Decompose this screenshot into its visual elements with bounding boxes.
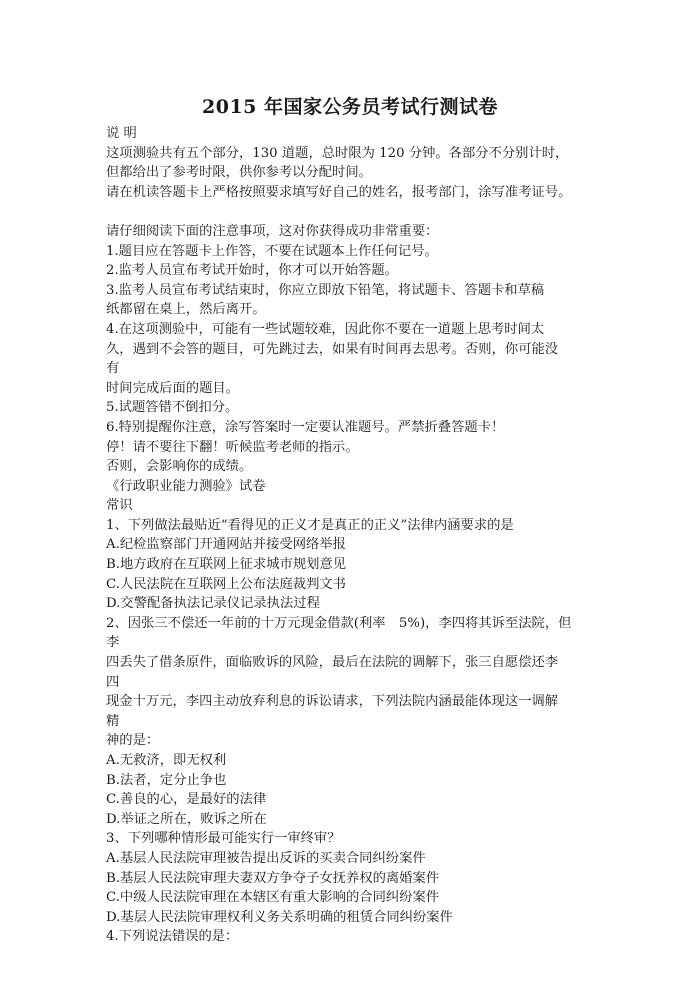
text-line: B.基层人民法院审理夫妻双方争夺子女抚养权的离婚案件 <box>106 870 440 886</box>
blank-line <box>106 202 606 222</box>
text-line: 常识 <box>106 498 133 514</box>
text-line: 这项测验共有五个部分，130 道题，总时限为 120 分钟。各部分不分别计时， <box>106 145 569 161</box>
text-line: 神的是： <box>106 733 160 749</box>
text-line: 久，遇到不会答的题目，可先跳过去，如果有时间再去思考。否则，你可能没 <box>106 341 559 357</box>
text-line: 4.下列说法错误的是： <box>106 929 239 945</box>
text-line: C.善良的心，是最好的法律 <box>106 792 267 808</box>
text-line: 请在机读答题卡上严格按照要求填写好自己的姓名，报考部门，涂写准考证号。 <box>106 184 572 200</box>
text-line: 5.试题答错不倒扣分。 <box>106 400 239 416</box>
text-line: 停！请不要往下翻！听候监考老师的指示。 <box>106 439 359 455</box>
text-line: 4.在这项测验中，可能有一些试题较难，因此你不要在一道题上思考时间太 <box>106 321 545 337</box>
text-line: 四丢失了借条原件，面临败诉的风险，最后在法院的调解下，张三自愿偿还李 <box>106 655 559 671</box>
text-line: A.纪检监察部门开通网站并接受网络举报 <box>106 537 346 553</box>
text-line: 否则，会影响你的成绩。 <box>106 459 253 475</box>
text-line: D.举证之所在，败诉之所在 <box>106 811 267 827</box>
text-line: 有 <box>106 361 120 377</box>
text-line: D.基层人民法院审理权利义务关系明确的租赁合同纠纷案件 <box>106 909 453 925</box>
text-line: C.人民法院在互联网上公布法庭裁判文书 <box>106 576 346 592</box>
page-title: 2015 年国家公务员考试行测试卷 <box>202 96 498 118</box>
text-line: 3、下列哪种情形最可能实行一审终审？ <box>106 831 341 847</box>
text-line: D.交警配备执法记录仪记录执法过程 <box>106 596 320 612</box>
text-line: 6.特别提醒你注意，涂写答案时一定要认准题号。严禁折叠答题卡！ <box>106 419 505 435</box>
text-line: 纸都留在桌上，然后离开。 <box>106 302 266 318</box>
text-line: 李 <box>106 635 120 651</box>
text-line: A.无救济，即无权利 <box>106 753 227 768</box>
text-line: 现金十万元，李四主动放弃利息的诉讼请求，下列法院内涵最能体现这一调解 <box>106 694 559 710</box>
text-line: 精 <box>106 713 120 729</box>
text-line: B.法者，定分止争也 <box>106 772 227 788</box>
text-line: 时间完成后面的题目。 <box>106 380 239 396</box>
text-line: 《行政职业能力测验》试卷 <box>106 478 266 494</box>
text-line: 2、因张三不偿还一年前的十万元现金借款(利率 5%)，李四将其诉至法院，但 <box>106 615 572 631</box>
text-line: 1.题目应在答题卡上作答，不要在试题本上作任何记号。 <box>106 243 438 259</box>
text-line: 2.监考人员宣布考试开始时，你才可以开始答题。 <box>106 263 398 279</box>
text-line: 1、下列做法最贴近“看得见的正义才是真正的正义”法律内涵要求的是 <box>106 517 514 533</box>
text-line: C.中级人民法院审理在本辖区有重大影响的合同纠纷案件 <box>106 890 440 906</box>
text-line: 请仔细阅读下面的注意事项，这对你获得成功非常重要： <box>106 223 439 239</box>
document-body <box>106 124 606 947</box>
text-line: 四 <box>106 674 120 690</box>
text-line: 说 明 <box>106 126 137 141</box>
text-line: A.基层人民法院审理被告提出反诉的买卖合同纠纷案件 <box>106 850 426 866</box>
text-line: 3.监考人员宣布考试结束时，你应立即放下铅笔，将试题卡、答题卡和草稿 <box>106 282 545 298</box>
text-line: 但都给出了参考时限，供你参考以分配时间。 <box>106 165 372 181</box>
text-line: B.地方政府在互联网上征求城市规划意见 <box>106 557 347 573</box>
